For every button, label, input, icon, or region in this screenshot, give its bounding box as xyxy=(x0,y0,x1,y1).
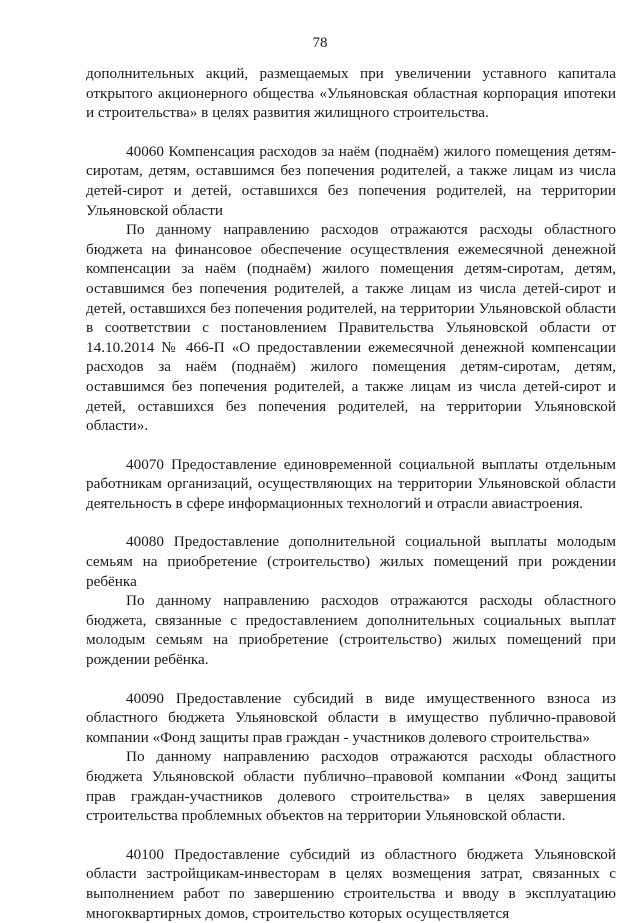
paragraph-40090-heading: 40090 Предоставление субсидий в виде имущественного взноса из областного бюджета Ульяновской области в имущество публично-правовой компании «Фонд защиты прав граждан - участников долевого строительства» xyxy=(86,689,616,746)
document-body xyxy=(86,64,616,923)
paragraph-40090-description: По данному направлению расходов отражаются расходы областного бюджета Ульяновской области публично–правовой компании «Фонд защиты прав граждан-участников долевого строительства» в целях завершения строительства проблемных объектов на территории Ульяновской области. xyxy=(86,748,616,825)
paragraph-40060-heading: 40060 Компенсация расходов за наём (поднаём) жилого помещения детям-сиротам, детям, оставшимся без попечения родителей, а также лицам из числа детей-сирот и детей, оставшихся без попечения родителей, на территории Ульяновской области xyxy=(86,142,616,219)
paragraph-40100-heading: 40100 Предоставление субсидий из областного бюджета Ульяновской области застройщикам-инвесторам в целях возмещения затрат, связанных с выполнением работ по завершению строительства и вводу в эксплуатацию многоквартирных домов, строительство которых осуществляется xyxy=(86,845,616,922)
paragraph-40070-heading: 40070 Предоставление единовременной социальной выплаты отдельным работникам организаций, осуществляющих на территории Ульяновской области деятельность в сфере информационных технологий и отрасли авиастроения. xyxy=(86,455,616,512)
paragraph-continuation: дополнительных акций, размещаемых при увеличении уставного капитала открытого акционерного общества «Ульяновская областная корпорация ипотеки и строительства» в целях развития жилищного строительства. xyxy=(86,65,616,122)
page-number: 78 xyxy=(312,35,328,51)
paragraph-40060-description: По данному направлению расходов отражаются расходы областного бюджета на финансовое обеспечение осуществления ежемесячной денежной компенсации за наём (поднаём) жилого помещения детям-сиротам, детям, оставшимся без попечения родителей, а также лицам из числа детей-сирот и детей, оставшихся без попечения родителей, на территории Ульяновской области в соответствии с постановлением Правительства Ульяновской области от 14.10.2014 № 466-П «О предоставлении ежемесячной денежной компенсации расходов за наём (поднаём) жилого помещения детям-сиротам, детям, оставшимся без попечения родителей, а также лицам из числа детей-сирот и детей, оставшихся без попечения родителей, на территории Ульяновской области». xyxy=(86,221,616,435)
paragraph-40080-description: По данному направлению расходов отражаются расходы областного бюджета, связанные с предоставлением дополнительных социальных выплат молодым семьям на приобретение (строительство) жилых помещений при рождении ребёнка. xyxy=(86,592,616,669)
paragraph-40080-heading: 40080 Предоставление дополнительной социальной выплаты молодым семьям на приобретение (строительство) жилых помещений при рождении ребёнка xyxy=(86,533,616,590)
